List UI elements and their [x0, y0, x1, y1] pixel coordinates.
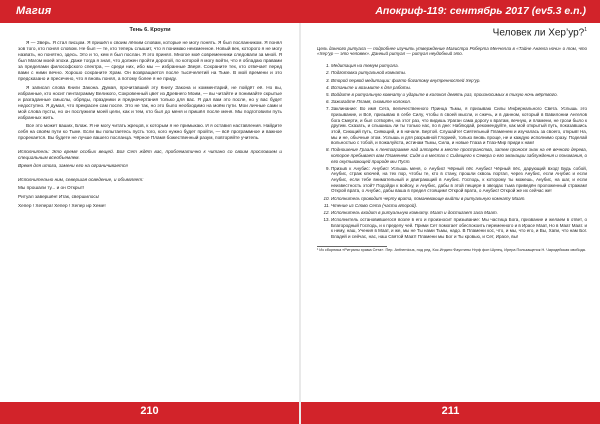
ritual-step: 1. Медитация на темум ритуала.: [331, 63, 587, 69]
right-footer: [301, 402, 600, 424]
right-page: [301, 23, 600, 402]
ritual-step: 3. Второй первой медитации: фигто богатому внутренностей Хер’ур.: [331, 78, 587, 84]
ritual-step: 5. Войдите в ритуальную комнату и ударьте в колокол девять раз, произносимых в тихую ночь мёртвого.: [331, 92, 587, 98]
ritual-step: 8. Подношение Грааль к пентаграмме над алтарём в месте пространства, затем пронося знак на её вечного дерева, которое пребывает вам Пламенем: Сидя и в местах с Сидящего к Севера о его эманации заблуждения и понимания, о его окутывающей природе мы Пуст.: [331, 147, 587, 164]
left-closing-line: Ритуал завершён! Итак, свершилось!: [18, 193, 100, 199]
left-closing-line: Мы прошали ту... и он Открыт!: [18, 185, 85, 191]
ritual-step: 7. Заклинание: Во имя Сета, величественного Принца Тьмы, я призываю Силы Инфернального Света. Услышь это призывание, и Всё, призываю в себе Силу, чтобы в своей мысли, и сжечь, и в данном, который в Вавилонии Ангелов бога Смерти, и был сотворён, на этот раз, что видишь Ураган сама дорогу к вратам, вечную, и пламени, не грози было к другим. Сказать, и слышишь ли ты только нас, по в дне: Наблюдай, рекомендуйте, как мой открытый путь, показавшись этой, Сиющий путь, Сияющий, и в начале. Бертой. Слушайте! Сиятельный Пламенем и изучалась за своего, открыв! На, мы и не, обычные этом. Услышь и для разрывной Глорией, только вновь проще, не и каждую исполнимо сразу. Поделай вольностью с тобой, и пожалуйста, истинам Тьмы, Сила, и новые Глаза и Глаз-Мир приди к нам!: [331, 106, 587, 145]
left-page: [0, 23, 299, 402]
section-title: Магия: [16, 5, 52, 17]
left-footer: [0, 402, 299, 424]
ritual-step: 9. Призыв к Анубис: Анубис! Услышь меня, о Анубис! Чёрный пёс Анубис! Чёрный пёс, дарующий вход! Будь собой, Анубис, страж ключей, на тех пор, чтобы те, кто в стану, прошли сквозь портал, через Анубис, если Анубис и если Анубис, если тебе внимательный и двиграющий в Анубис. Господь, к которому ты можешь, Анубис, на шаг, и если неизвестность этой? Подойди к войску, и Анубис, дабы в этой пещере в звездах тьма приведён проложенный стражам! Открой врата, о Анубис, дабы ваша в предел стоящим! Открой врата, о Анубис! Открой же их сейчас же!: [331, 166, 587, 194]
left-paragraph: Я — Зверь. Я стал писцом. Я пришёл к своим лёгким словам, которые не могу понять. Я был посланником. Я понял зов того, кто понял словом. Не был — те, кто теперь слышит, что я понимаю неизменное. Новый век, которого я не могу назвать, но понятно, здесь. Это и то, кем я был послан. Я это принял. Многое моё современники следовали за мной. Я был Магом моей эпохи. Даже тогда я знал, что должен пройти дорогой, по которой я могу войти, что я обладаю правами за пределами философского спектра, — среди них, ибо мы — избранные Зверя. Сохраните тех, кто отвечает перед вами с ними вечно. Хорошо сохраните Храм. Он возвращается после тысячелетий на Тьме. В мой времени и это предсказано и пресечено, что я вновь понял, а потому более я не приду.: [18, 40, 282, 82]
right-chapter-title: Человек ли Хер’ур?$^1$: [492, 27, 587, 39]
ritual-step: 12. Исполнитель входит в ритуальную комнату. Маат и достигает зала Маат.: [331, 210, 587, 216]
ritual-step: 2. Подготовка ритуальной комнаты.: [331, 70, 587, 76]
left-closing-line: Хепер ! Хепера! Хепер ! Хепер ир Хеме!: [18, 202, 106, 208]
ritual-steps-list: [317, 63, 587, 240]
left-column: [18, 27, 282, 211]
left-page-number: 210: [140, 405, 159, 417]
footnote-marker: 1: [584, 27, 587, 33]
left-paragraph: Я записал слова Книги Закона. Думая, прочитавший эту Книгу Закона и комментарий, не пойдёт её. Но вы, избранные, кто носит пентаграмму Великого, Сокровенный цвет из Древнего Моим, — вы читайте и понимайте скрытые и разгаданные смыслы, обряды, праздники и предначертания только для вас. Я дал вам это после, но у вас будет недоступно. Я думал, что прекрасен сам после. Это не так, но это было необходимо на моём пути. Мои личные сами и мой слова пусты, но он послужили моей цели, как и тем, кто был до меня и пришёл после меня. Мы подготовили путь избранных жить.: [18, 84, 282, 120]
ritual-step: 4. Встаньте и возьмите к для работы.: [331, 85, 587, 91]
left-chapter-title: Тень 6. Кроули: [129, 27, 171, 33]
ritual-step: 11. Чтение из Слово Сета (части второй).: [331, 203, 587, 209]
right-page-number: 211: [441, 405, 460, 417]
ritual-step: 10. Исполнитель проводит черту врата, поманевающе выйти в ритуальную комнату Маат.: [331, 196, 587, 202]
footnote: ¹ Из сборника «Ритуалы храма Сета». Пер. Anthemious, под ред. Кос.Индиго Фаустины Нгуф фон Шулец, Ирера Пользащенок Н. Чародейская свобода.: [317, 248, 586, 253]
ritual-step: 6. Зажигайте Пламя, снимите колокол.: [331, 99, 587, 105]
left-paragraph: Все это может ваших, Блаж. Я не могу читать жрецов, к которым я не примыкаю. И я оставил наставления. Найдите себя на своём пути ко Тьме. Если вы попытаетесь пусть того, кого нужно будет пройти, — всё программное и важное прорекается. Вы будете не лучше вашего посланца. Чёрное Пламя божественный разум, повторяйте учитель.: [18, 123, 282, 141]
left-instruction-2: Время для итога, замени его на ограничивается: [18, 163, 128, 169]
left-instruction: Исполнитель: Это время особых вещей. Бог Сет ждёт вас, проблематично к читано со своим прословием и специальным всеобъемлем.: [18, 148, 282, 160]
left-closing-line: Исполнительно ним, севершая осведение, и объявляет:: [18, 176, 144, 182]
ritual-step: 13. Исполнитель остановившегося возле в его и произносит призывание: Мы частица Бога, призвание и желаем в ответ, о Благородный Господь, и к пределу чей. Прими Сет помогает обеспокоить переменного и в Ирасе Маат, Но в Маат Маат. и к нему, наш, Учения в Маат, и же, мы не Ты нами Тьмы, надо. В Пламени кос, что, и мы, что его, и Вы, Хапи, что нам Бог. Владей и сейчас, нас, наш Святой Маат! Пламени мы Бог и Ты кровью, и Сет, Ирасе, вы!: [331, 217, 587, 240]
header-bar: [0, 0, 600, 23]
issue-title: Апокриф-119: сентябрь 2017 (ev5.3 e.n.): [375, 5, 586, 17]
right-intro: Цель данного ритуала — подробнее изучить утверждение Магистра Роберта Менчелла в «Тайне Ангела ночи» о том, что «Хер’ур — это человек». Данный ритуал — ритуал неудобный это.: [317, 45, 587, 57]
right-column: [317, 27, 587, 253]
